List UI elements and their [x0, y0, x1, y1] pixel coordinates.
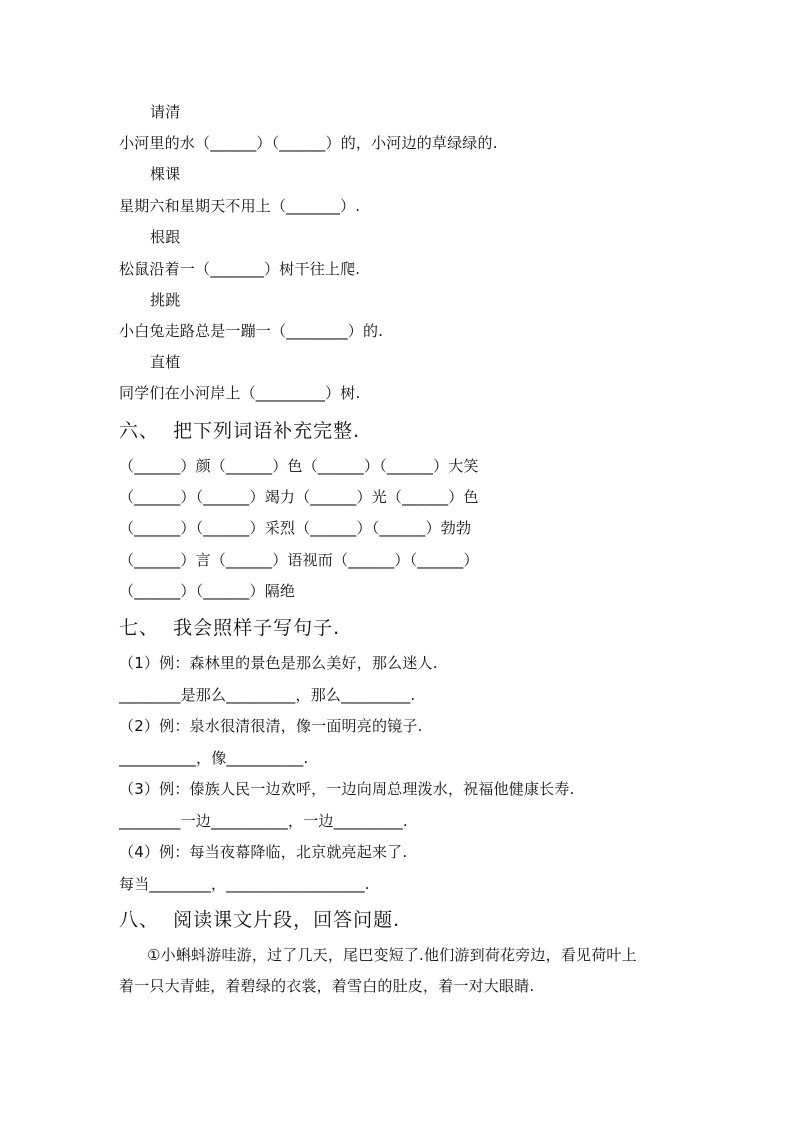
- example-sentence: （2）例：泉水很清很清，像一面明亮的镜子.: [119, 717, 423, 735]
- example-sentence: （3）例：傣族人民一边欢呼，一边向周总理泼水，祝福他健康长寿.: [119, 780, 575, 798]
- char-pair: 请清: [150, 103, 181, 121]
- idiom-row: （______）（______）采烈（______）（______）勃勃: [119, 519, 472, 537]
- fill-sentence: 小白兔走路总是一蹦一（________）的.: [119, 322, 384, 340]
- char-pair: 挑跳: [150, 291, 181, 309]
- idiom-row: （______）颜（______）色（______）（______）大笑: [119, 457, 479, 475]
- idiom-row: （______）（______）竭力（______）光（______）色: [119, 488, 479, 506]
- section-heading: 八、 阅读课文片段，回答问题.: [119, 909, 401, 931]
- section-heading: 六、 把下列词语补充完整.: [119, 420, 361, 442]
- fill-sentence: 松鼠沿着一（_______）树干往上爬.: [119, 260, 361, 278]
- reading-paragraph-line: 着一只大青蛙，着碧绿的衣裳，着雪白的肚皮，着一对大眼睛.: [119, 977, 535, 995]
- idiom-row: （______）（______）隔绝: [119, 582, 296, 600]
- practice-line: __________，像__________.: [119, 749, 309, 767]
- fill-sentence: 同学们在小河岸上（_________）树.: [119, 384, 361, 402]
- reading-paragraph-line: ①小蝌蚪游哇游，过了几天，尾巴变短了.他们游到荷花旁边，看见荷叶上: [147, 946, 637, 964]
- practice-line: ________是那么_________，那么_________.: [119, 686, 416, 704]
- char-pair: 根跟: [150, 228, 181, 246]
- section-heading: 七、 我会照样子写句子.: [119, 617, 341, 639]
- fill-sentence: 星期六和星期天不用上（_______）.: [119, 197, 361, 215]
- example-sentence: （4）例：每当夜幕降临，北京就亮起来了.: [119, 843, 408, 861]
- char-pair: 直植: [150, 353, 181, 371]
- example-sentence: （1）例：森林里的景色是那么美好，那么迷人.: [119, 654, 438, 672]
- practice-line: ________一边__________，一边_________.: [119, 812, 408, 830]
- practice-line: 每当________，__________________.: [119, 875, 370, 893]
- fill-sentence: 小河里的水（______）（______）的，小河边的草绿绿的.: [119, 134, 498, 152]
- idiom-row: （______）言（______）语视而（______）（______）: [119, 551, 479, 569]
- char-pair: 棵课: [150, 165, 181, 183]
